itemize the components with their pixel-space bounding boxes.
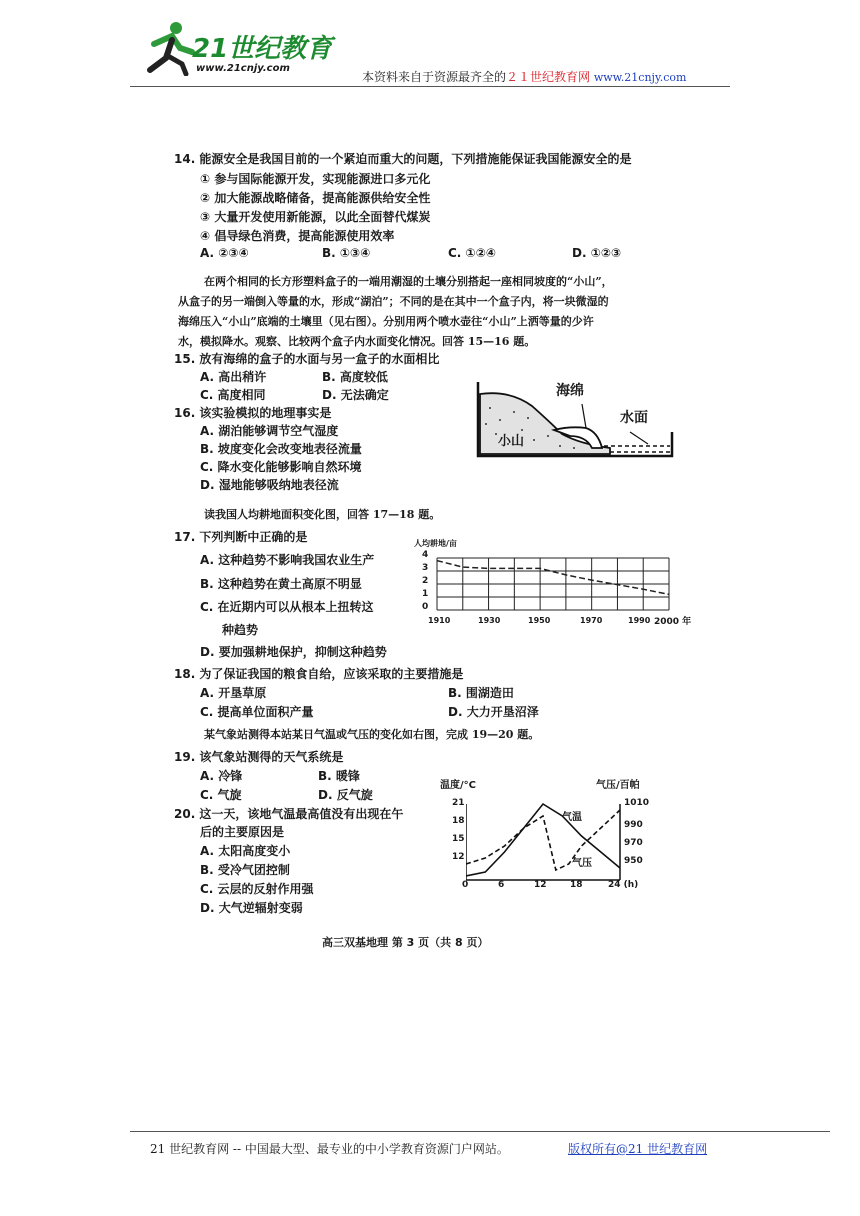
q14-option-a: A. ②③④ — [200, 246, 249, 260]
farmland-ytick-1: 1 — [422, 589, 429, 599]
q19-option-b: B. 暖锋 — [318, 769, 360, 783]
farmland-xtick-1950: 1950 — [528, 616, 551, 625]
footer-copyright-link[interactable]: 版权所有@21 世纪教育网 — [568, 1142, 708, 1156]
farmland-chart — [414, 538, 694, 630]
q15-option-c: C. 高度相同 — [200, 388, 266, 402]
label-hill: 小山 — [498, 434, 525, 449]
q15-option-a: A. 高出稍许 — [200, 370, 267, 384]
weather-ytick-12: 12 — [452, 852, 465, 862]
label-water-surface: 水面 — [620, 410, 648, 426]
page-number: 高三双基地理 第 3 页（共 8 页） — [322, 936, 489, 949]
weather-xtick-18: 18 — [570, 880, 583, 890]
q20-option-c: C. 云层的反射作用强 — [200, 882, 314, 896]
q14-option-b: B. ①③④ — [322, 246, 371, 260]
q17-option-a: A. 这种趋势不影响我国农业生产 — [200, 553, 375, 567]
header-source-url[interactable]: www.21cnjy.com — [593, 71, 687, 84]
q16-option-c: C. 降水变化能够影响自然环境 — [200, 460, 362, 474]
weather-y2tick-950: 950 — [624, 856, 643, 866]
weather-label-temp: 气温 — [562, 812, 582, 823]
weather-ylabel: 温度/°C — [440, 780, 476, 791]
q17-option-c: C. 在近期内可以从根本上扭转这 — [200, 600, 374, 614]
weather-y2tick-970: 970 — [624, 838, 643, 848]
q15-stem: 15. 放有海绵的盒子的水面与另一盒子的水面相比 — [174, 352, 440, 366]
logo-url: www.21cnjy.com — [196, 63, 290, 74]
q16-stem: 16. 该实验模拟的地理事实是 — [174, 406, 332, 420]
weather-y2tick-990: 990 — [624, 820, 643, 830]
farmland-xtick-1970: 1970 — [580, 616, 603, 625]
q18-option-d: D. 大力开垦沼泽 — [448, 705, 539, 719]
farmland-ytick-3: 3 — [422, 563, 429, 573]
farmland-xtick-2000: 2000 年 — [654, 617, 692, 627]
weather-xtick-6: 6 — [498, 880, 505, 890]
q16-option-b: B. 坡度变化会改变地表径流量 — [200, 442, 362, 456]
farmland-ytick-4: 4 — [422, 550, 429, 560]
q14-option-d: D. ①②③ — [572, 246, 622, 260]
header-source — [362, 68, 686, 85]
q18-option-b: B. 围湖造田 — [448, 686, 514, 700]
farmland-plot — [436, 554, 670, 612]
q18-stem: 18. 为了保证我国的粮食自给，应该采取的主要措施是 — [174, 667, 464, 681]
farmland-xtick-1990: 1990 — [628, 616, 651, 625]
q20-option-d: D. 大气逆辐射变弱 — [200, 901, 303, 915]
q18-option-a: A. 开垦草原 — [200, 686, 267, 700]
header-source-site[interactable]: ２１世纪教育网 — [506, 70, 591, 84]
q14-stem: 14. 能源安全是我国目前的一个紧迫而重大的问题，下列措施能保证我国能源安全的是 — [174, 152, 632, 166]
q16-option-a: A. 湖泊能够调节空气湿度 — [200, 424, 339, 438]
q19-option-d: D. 反气旋 — [318, 788, 373, 802]
passage-15-16-line-4: 水，模拟降水。观察、比较两个盒子内水面变化情况。回答 15—16 题。 — [178, 335, 536, 348]
q20-option-a: A. 太阳高度变小 — [200, 844, 291, 858]
logo-main: 21世纪教育 — [192, 34, 333, 64]
q15-option-d: D. 无法确定 — [322, 388, 389, 402]
label-sponge: 海绵 — [556, 383, 584, 399]
header-source-prefix: 本资料来自于资源最齐全的 — [362, 70, 507, 84]
farmland-ytick-2: 2 — [422, 576, 429, 586]
weather-ytick-18: 18 — [452, 816, 465, 826]
q16-option-d: D. 湿地能够吸纳地表径流 — [200, 478, 339, 492]
q19-option-c: C. 气旋 — [200, 788, 242, 802]
weather-ytick-15: 15 — [452, 834, 465, 844]
farmland-series-line — [437, 561, 669, 595]
passage-17-18: 读我国人均耕地面积变化图，回答 17—18 题。 — [204, 508, 441, 521]
farmland-xtick-1910: 1910 — [428, 616, 451, 625]
passage-19-20: 某气象站测得本站某日气温或气压的变化如右图，完成 19—20 题。 — [204, 728, 540, 741]
weather-y2label: 气压/百帕 — [596, 780, 640, 791]
pressure-series-line — [466, 810, 620, 870]
footer-left: 21 世纪教育网 -- 中国最大型、最专业的中小学教育资源门户网站。 — [150, 1142, 509, 1156]
temperature-series-line — [466, 804, 620, 876]
q14-item-2: ② 加大能源战略储备，提高能源供给安全性 — [200, 191, 431, 205]
farmland-ylabel: 人均耕地/亩 — [414, 539, 457, 548]
header-divider — [130, 86, 730, 87]
passage-15-16-line-3: 海绵压入“小山”底端的土壤里（见右图）。分别用两个喷水壶往“小山”上洒等量的少许 — [178, 315, 594, 328]
q14-item-3: ③ 大量开发使用新能源，以此全面替代煤炭 — [200, 210, 431, 224]
farmland-xtick-1930: 1930 — [478, 616, 501, 625]
weather-label-pres: 气压 — [572, 858, 592, 869]
weather-chart — [440, 774, 670, 894]
farmland-ytick-0: 0 — [422, 602, 429, 612]
q17-stem: 17. 下列判断中正确的是 — [174, 530, 308, 544]
q17-option-d: D. 要加强耕地保护，抑制这种趋势 — [200, 645, 387, 659]
weather-y2tick-1010: 1010 — [624, 798, 650, 808]
site-logo[interactable] — [140, 18, 340, 80]
passage-15-16-line-2: 从盒子的另一端倒入等量的水，形成“湖泊”；不同的是在其中一个盒子内，将一块微湿的 — [178, 295, 609, 308]
weather-xtick-0: 0 — [462, 880, 469, 890]
q17-option-b: B. 这种趋势在黄土高原不明显 — [200, 577, 362, 591]
q14-item-1: ① 参与国际能源开发，实现能源进口多元化 — [200, 172, 431, 186]
q14-option-c: C. ①②④ — [448, 246, 497, 260]
sponge-experiment-diagram — [470, 374, 680, 462]
q20-stem-line-2: 后的主要原因是 — [200, 825, 285, 839]
weather-xtick-24: 24 (h) — [608, 880, 639, 890]
runner-logo-icon — [140, 18, 200, 76]
q19-option-a: A. 冷锋 — [200, 769, 243, 783]
q18-option-c: C. 提高单位面积产量 — [200, 705, 314, 719]
q20-option-b: B. 受冷气团控制 — [200, 863, 290, 877]
weather-xtick-12: 12 — [534, 880, 547, 890]
footer-divider — [130, 1131, 830, 1132]
q14-item-4: ④ 倡导绿色消费，提高能源使用效率 — [200, 229, 395, 243]
weather-ytick-21: 21 — [452, 798, 465, 808]
q15-option-b: B. 高度较低 — [322, 370, 388, 384]
q17-option-c-cont: 种趋势 — [222, 623, 259, 637]
q20-stem-line-1: 20. 这一天，该地气温最高值没有出现在午 — [174, 807, 404, 821]
passage-15-16-line-1: 在两个相同的长方形塑料盒子的一端用潮湿的土壤分别搭起一座相同坡度的“小山”， — [204, 275, 613, 288]
weather-plot — [466, 796, 622, 882]
q19-stem: 19. 该气象站测得的天气系统是 — [174, 750, 344, 764]
